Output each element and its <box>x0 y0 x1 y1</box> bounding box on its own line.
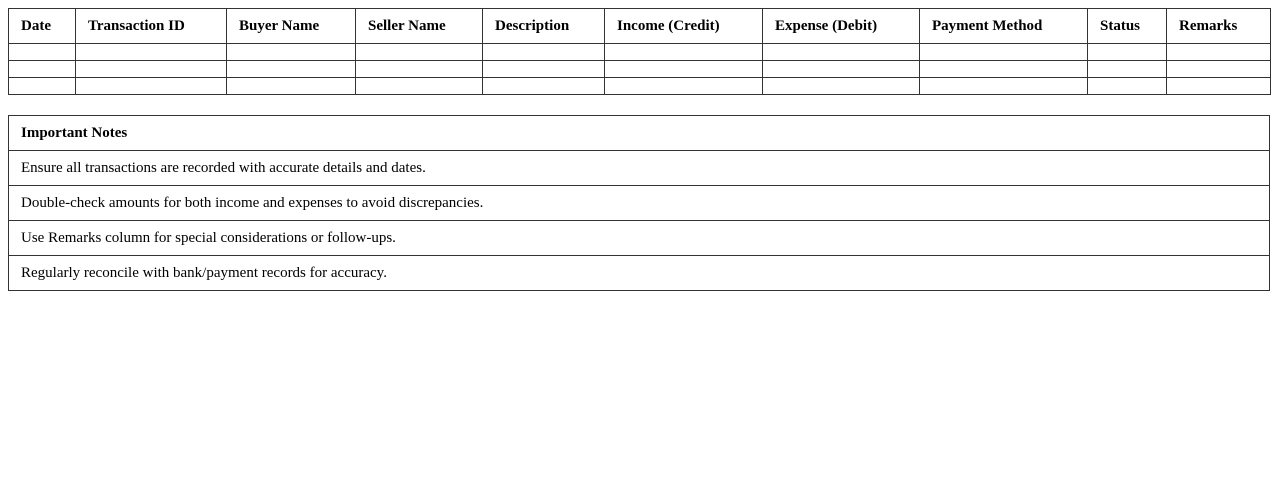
table-cell[interactable] <box>76 61 227 78</box>
table-cell[interactable] <box>605 44 763 61</box>
note-text: Ensure all transactions are recorded with accurate details and dates. <box>9 151 1270 186</box>
table-cell[interactable] <box>356 44 483 61</box>
table-cell[interactable] <box>9 61 76 78</box>
list-item <box>9 221 1270 256</box>
column-header-description: Description <box>483 9 605 44</box>
table-cell[interactable] <box>1088 44 1167 61</box>
table-cell[interactable] <box>1088 61 1167 78</box>
table-cell[interactable] <box>9 78 76 95</box>
column-header-seller-name: Seller Name <box>356 9 483 44</box>
table-cell[interactable] <box>483 78 605 95</box>
important-notes-table <box>8 115 1270 291</box>
table-cell[interactable] <box>483 61 605 78</box>
column-header-buyer-name: Buyer Name <box>227 9 356 44</box>
list-item <box>9 151 1270 186</box>
note-text: Use Remarks column for special considerations or follow-ups. <box>9 221 1270 256</box>
table-row <box>9 78 1271 95</box>
table-cell[interactable] <box>76 78 227 95</box>
column-header-status: Status <box>1088 9 1167 44</box>
column-header-transaction-id: Transaction ID <box>76 9 227 44</box>
ledger-header-row <box>9 9 1271 44</box>
table-cell[interactable] <box>605 61 763 78</box>
table-cell[interactable] <box>483 44 605 61</box>
table-cell[interactable] <box>356 78 483 95</box>
column-header-remarks: Remarks <box>1167 9 1271 44</box>
table-cell[interactable] <box>920 44 1088 61</box>
column-header-date: Date <box>9 9 76 44</box>
table-cell[interactable] <box>920 61 1088 78</box>
table-cell[interactable] <box>9 44 76 61</box>
table-cell[interactable] <box>1167 61 1271 78</box>
list-item <box>9 256 1270 291</box>
table-cell[interactable] <box>1167 78 1271 95</box>
column-header-expense-debit: Expense (Debit) <box>763 9 920 44</box>
note-text: Double-check amounts for both income and expenses to avoid discrepancies. <box>9 186 1270 221</box>
table-cell[interactable] <box>1088 78 1167 95</box>
table-cell[interactable] <box>763 61 920 78</box>
table-cell[interactable] <box>227 78 356 95</box>
table-cell[interactable] <box>356 61 483 78</box>
notes-title: Important Notes <box>9 116 1270 151</box>
table-cell[interactable] <box>605 78 763 95</box>
list-item <box>9 186 1270 221</box>
table-cell[interactable] <box>76 44 227 61</box>
table-cell[interactable] <box>920 78 1088 95</box>
table-cell[interactable] <box>763 78 920 95</box>
note-text: Regularly reconcile with bank/payment records for accuracy. <box>9 256 1270 291</box>
table-cell[interactable] <box>1167 44 1271 61</box>
table-cell[interactable] <box>227 44 356 61</box>
column-header-income-credit: Income (Credit) <box>605 9 763 44</box>
table-cell[interactable] <box>763 44 920 61</box>
column-header-payment-method: Payment Method <box>920 9 1088 44</box>
notes-header-row <box>9 116 1270 151</box>
table-row <box>9 61 1271 78</box>
transaction-ledger-table <box>8 8 1271 95</box>
table-cell[interactable] <box>227 61 356 78</box>
table-row <box>9 44 1271 61</box>
